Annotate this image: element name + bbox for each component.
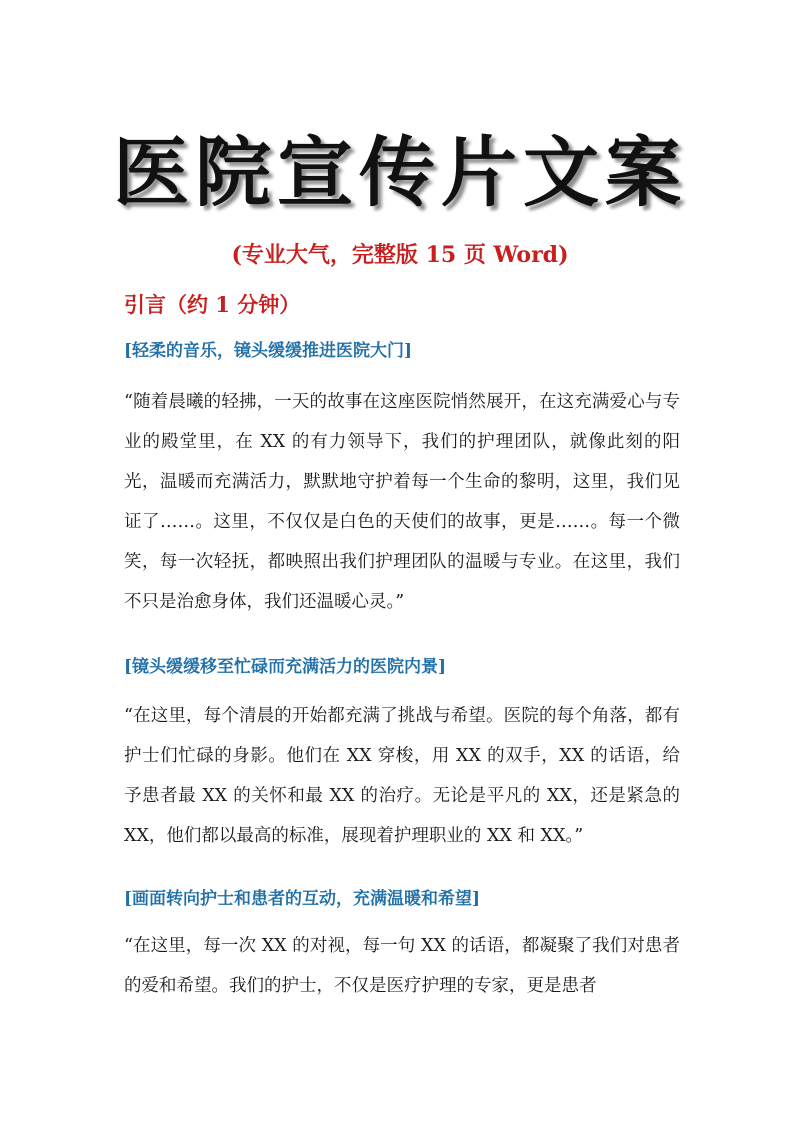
scene-cue-1: [轻柔的音乐，镜头缓缓推进医院大门] — [124, 341, 413, 361]
scene-cue-3: [画面转向护士和患者的互动，充满温暖和希望] — [124, 889, 481, 909]
document-title: 医院宣传片文案 — [113, 128, 687, 217]
paragraph-3: “在这里，每一次 XX 的对视，每一句 XX 的话语，都凝聚了我们对患者的爱和希望。我们的护士，不仅是医疗护理的专家，更是患者 — [124, 936, 680, 996]
paragraph-2: “在这里，每个清晨的开始都充满了挑战与希望。医院的每个角落，都有护士们忙碌的身影。他们在 XX 穿梭，用 XX 的双手，XX 的话语，给予患者最 XX 的关怀和最 XX 的治疗。无论是平凡的 XX，还是紧急的 XX，他们都以最高的标准，展现着护理职业的 XX 和 XX。” — [124, 706, 680, 846]
scene-cue-2: [镜头缓缓移至忙碌而充满活力的医院内景] — [124, 657, 447, 677]
document-subtitle: (专业大气，完整版 15 页 Word) — [231, 242, 569, 268]
paragraph-1: “随着晨曦的轻拂，一天的故事在这座医院悄然展开，在这充满爱心与专业的殿堂里，在 XX 的有力领导下，我们的护理团队，就像此刻的阳光，温暖而充满活力，默默地守护着每一个生命的黎明，这里，我们见证了……。这里，不仅仅是白色的天使们的故事，更是……。每一个微笑，每一次轻抚，都映照出我们护理团队的温暖与专业。在这里，我们不只是治愈身体，我们还温暖心灵。” — [124, 392, 680, 612]
section-heading: 引言（约 1 分钟） — [124, 292, 301, 317]
